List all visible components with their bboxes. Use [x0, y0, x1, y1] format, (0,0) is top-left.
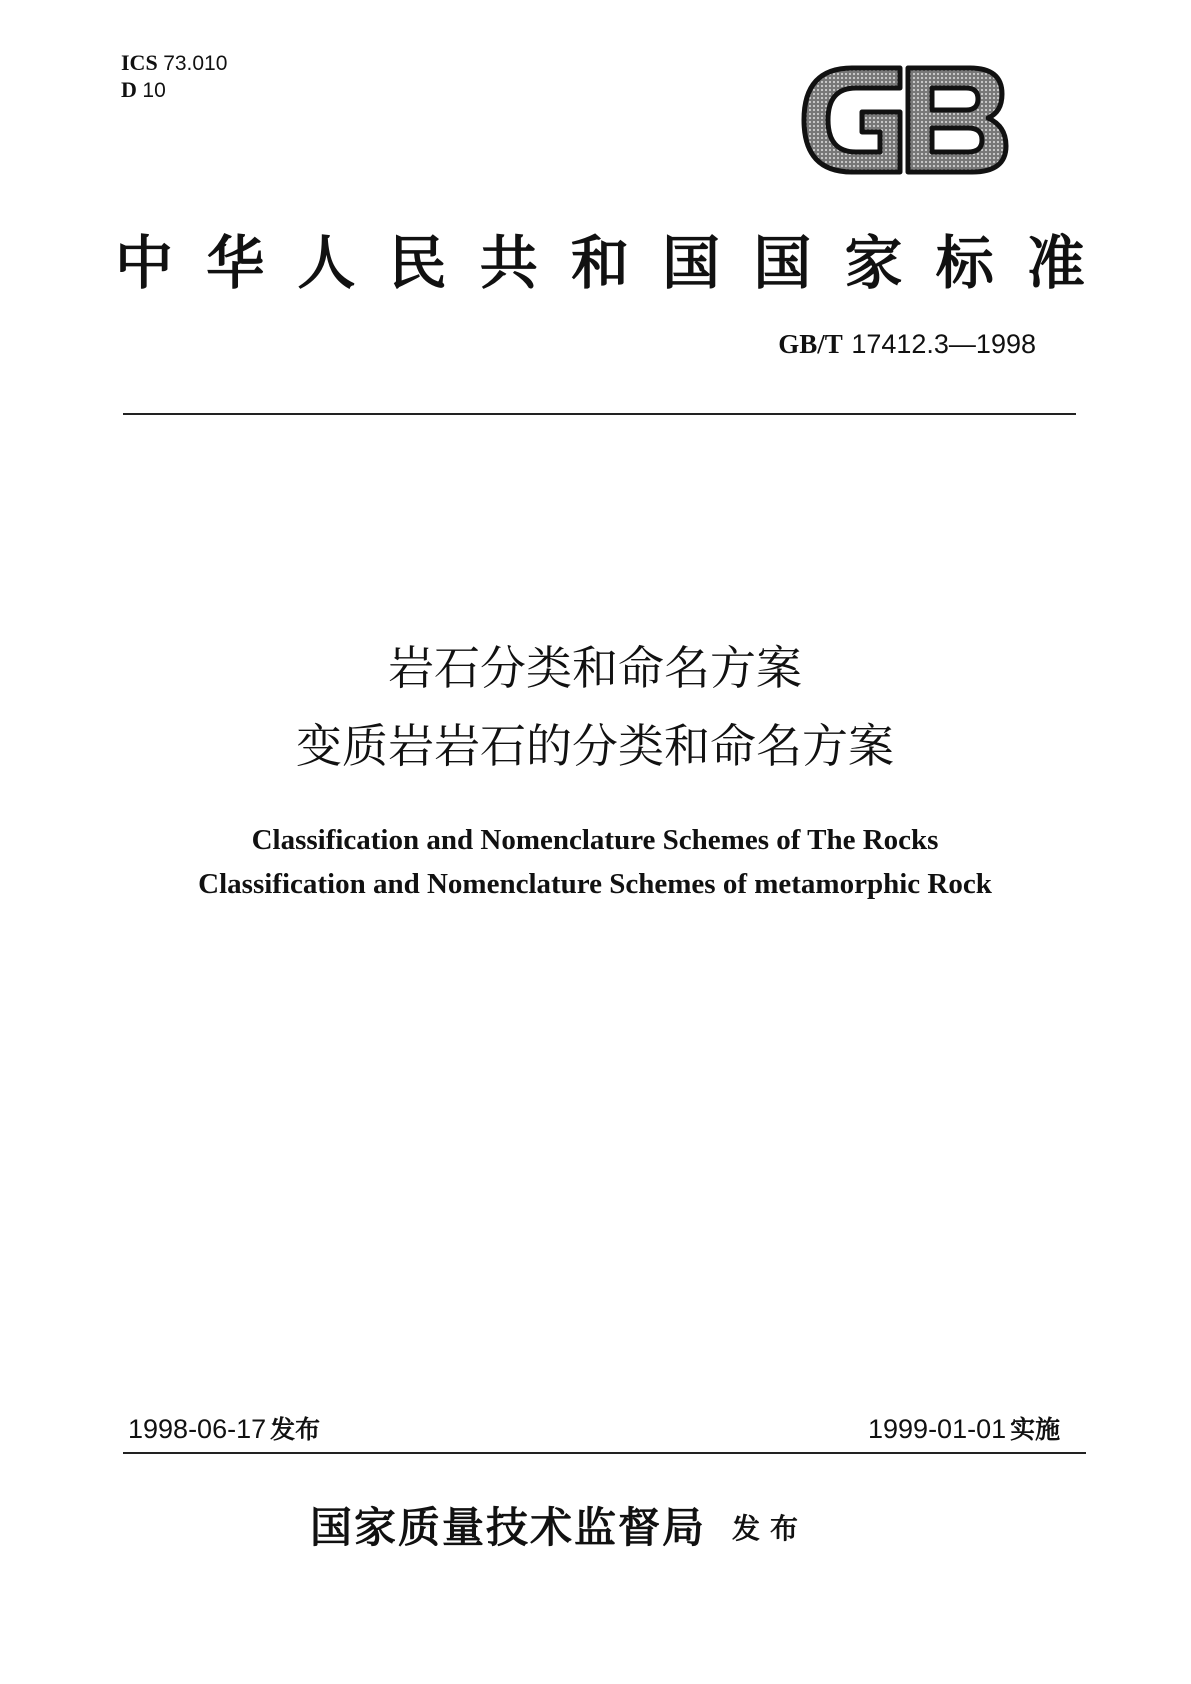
d-label: D: [121, 77, 137, 102]
cn-title-line-2: 变质岩岩石的分类和命名方案: [296, 719, 894, 773]
publisher: [310, 1502, 808, 1555]
title-char: 标: [935, 229, 994, 297]
title-char: 人: [297, 229, 356, 297]
bottom-divider: [123, 1452, 1086, 1454]
title-char: 家: [844, 229, 903, 297]
issue-date: [128, 1412, 320, 1447]
ics-code: 73.010: [163, 52, 228, 75]
gb-logo: [800, 60, 1012, 180]
title-char: 和: [570, 229, 629, 297]
classification-block: [121, 50, 227, 104]
title-char: 民: [388, 229, 447, 297]
top-divider: [123, 413, 1076, 415]
title-char: 国: [662, 229, 721, 297]
standard-code: [700, 328, 1036, 361]
title-char: 共: [479, 229, 538, 297]
en-title-line-1: Classification and Nomenclature Schemes of The Rocks: [251, 824, 939, 856]
effective-date-value: 1999-01-01: [868, 1414, 1007, 1444]
national-standard-title: [115, 222, 1085, 297]
d-code: 10: [142, 79, 166, 102]
cn-title-line-1: 岩石分类和命名方案: [388, 641, 802, 695]
title-char: 中: [115, 229, 174, 297]
title-char: 国: [753, 229, 812, 297]
ccs-line: [121, 77, 227, 104]
publisher-action: 发布: [732, 1512, 809, 1545]
effective-label: 实施: [1010, 1415, 1061, 1444]
publisher-name: 国家质量技术监督局: [310, 1503, 707, 1552]
en-title-line-2: Classification and Nomenclature Schemes of metamorphic Rock: [198, 868, 992, 900]
issue-date-value: 1998-06-17: [128, 1414, 267, 1444]
ics-line: [121, 50, 227, 77]
issue-label: 发布: [270, 1415, 321, 1444]
ics-label: ICS: [121, 50, 158, 75]
standard-prefix: GB/T: [778, 329, 843, 359]
standard-number: 17412.3—1998: [851, 329, 1036, 359]
title-char: 华: [206, 229, 265, 297]
effective-date: [868, 1412, 1060, 1447]
title-char: 准: [1026, 229, 1085, 297]
